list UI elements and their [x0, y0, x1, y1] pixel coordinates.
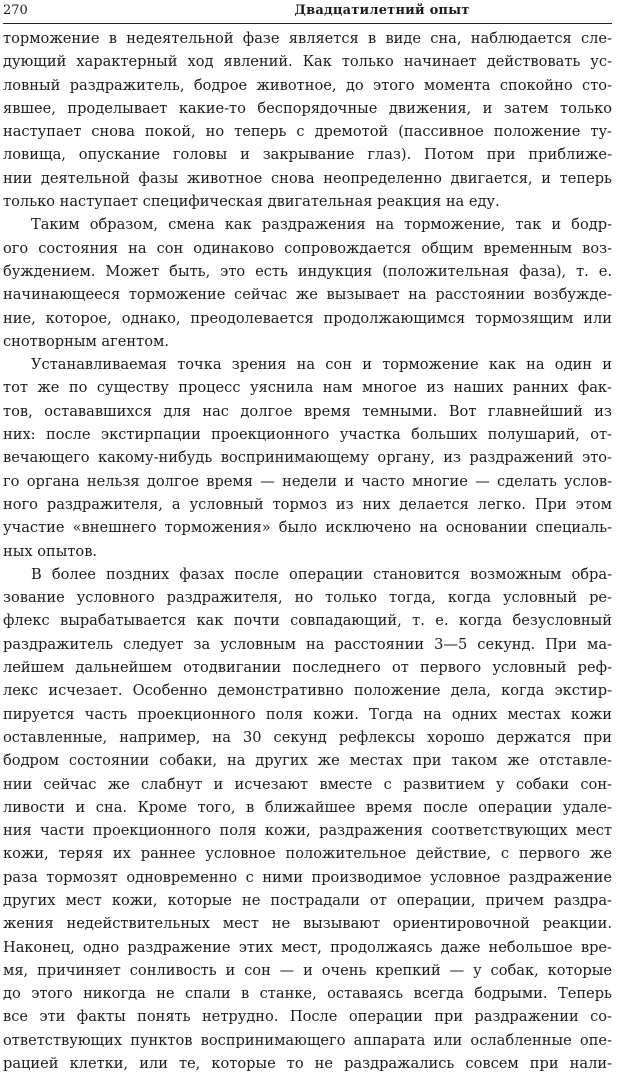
text-line: все эти факты понять нетрудно. После операции при раздражении со-	[3, 1008, 612, 1026]
text-line: го органа нельзя долгое время — недели и часто многие — сделать услов-	[3, 472, 612, 490]
text-line: до этого никогда не спали в станке, оставаясь всегда бодрыми. Теперь	[3, 985, 612, 1003]
text-line: бодром состоянии собаки, на других же местах при таком же отставле-	[3, 752, 612, 770]
text-line: ответствующих пунктов воспринимающего аппарата или ослабленные опе-	[3, 1031, 612, 1049]
text-line: них: после экстирпации проекционного участка больших полушарий, от-	[3, 426, 612, 444]
text-line: жения недействительных мест не вызывают ориентировочной реакции.	[3, 915, 612, 933]
text-line: ных опытов.	[3, 542, 98, 560]
text-line: кожи, теряя их раннее условное положительное действие, с первого же	[3, 845, 612, 863]
text-line: ния части проекционного поля кожи, раздражения соответствующих мест	[3, 822, 612, 840]
text-line: тот же по существу процесс уяснила нам многое из наших ранних фак-	[3, 379, 612, 397]
text-line: ного раздражителя, а условный тормоз из них делается легко. При этом	[3, 495, 612, 513]
text-line: наступает снова покой, но теперь с дремотой (пассивное положение ту-	[3, 123, 612, 141]
text-line: лекс исчезает. Особенно демонстративно положение дела, когда экстир-	[3, 682, 612, 700]
text-line: Таким образом, смена как раздражения на торможение, так и бодр-	[31, 216, 612, 234]
header-rule	[3, 23, 612, 24]
text-line: мя, причиняет сонливость и сон — и очень крепкий — у собак, которые	[3, 961, 612, 979]
text-line: лейшем дальнейшем отодвигании последнего от первого условный реф-	[3, 659, 612, 677]
text-line: участие «внешнего торможения» было исключено на основании специаль-	[3, 519, 612, 537]
text-line: ливости и сна. Кроме того, в ближайшее время после операции удале-	[3, 798, 612, 816]
text-line: буждением. Может быть, это есть индукция (положительная фаза), т. е.	[3, 262, 612, 280]
text-line: рацией клетки, или те, которые то не раздражались совсем при нали-	[3, 1055, 612, 1073]
text-line: нии деятельной фазы животное снова неопределенно двигается, и теперь	[3, 169, 612, 187]
text-line: ловный раздражитель, бодрое животное, до этого момента спокойно сто-	[3, 76, 612, 94]
text-line: ловища, опускание головы и закрывание глаз). Потом при приближе-	[3, 146, 612, 164]
text-line: Устанавливаемая точка зрения на сон и торможение как на один и	[31, 356, 612, 374]
text-line: снотворным агентом.	[3, 332, 169, 350]
text-line: начинающееся торможение сейчас же вызывает на расстоянии возбужде-	[3, 286, 612, 304]
text-line: Наконец, одно раздражение этих мест, продолжаясь даже небольшое вре-	[3, 938, 612, 956]
text-line: флекс вырабатывается как почти совпадающий, т. е. когда безусловный	[3, 612, 612, 630]
text-line: только наступает специфическая двигательная реакция на еду.	[3, 193, 500, 211]
text-line: В более поздних фазах после операции становится возможным обра-	[31, 565, 612, 583]
text-line: раздражитель следует за условным на расстоянии 3—5 секунд. При ма-	[3, 635, 612, 653]
text-line: явшее, проделывает какие-то беспорядочные движения, и затем только	[3, 99, 612, 117]
text-line: торможение в недеятельной фазе является в виде сна, наблюдается сле-	[3, 30, 612, 47]
text-line: нии сейчас же слабнут и исчезают вместе с развитием у собаки сон-	[3, 775, 612, 793]
page-number: 270	[3, 3, 28, 18]
text-line: ого состояния на сон одинаково сопровождается общим временным воз-	[3, 239, 612, 257]
text-line: дующий характерный ход явлений. Как только начинает действовать ус-	[3, 53, 612, 71]
running-title: Двадцатилетний опыт	[294, 3, 470, 18]
text-line: ние, которое, однако, преодолевается продолжающимся тормозящим или	[3, 309, 612, 327]
page-header	[3, 3, 611, 21]
body-text	[3, 27, 612, 1075]
text-line: зование условного раздражителя, но только тогда, когда условный ре-	[3, 589, 612, 607]
text-line: пируется часть проекционного поля кожи. Тогда на одних местах кожи	[3, 705, 612, 723]
text-line: оставленные, например, на 30 секунд рефлексы хорошо держатся при	[3, 728, 612, 746]
text-line: раза тормозят одновременно с ними производимое условное раздражение	[3, 868, 612, 886]
text-line: вечающего какому-нибудь воспринимающему органу, из раздражений это-	[3, 449, 612, 467]
text-line: других мест кожи, которые не пострадали от операции, причем раздра-	[3, 891, 612, 909]
text-line: тов, остававшихся для нас долгое время темными. Вот главнейший из	[3, 402, 612, 420]
